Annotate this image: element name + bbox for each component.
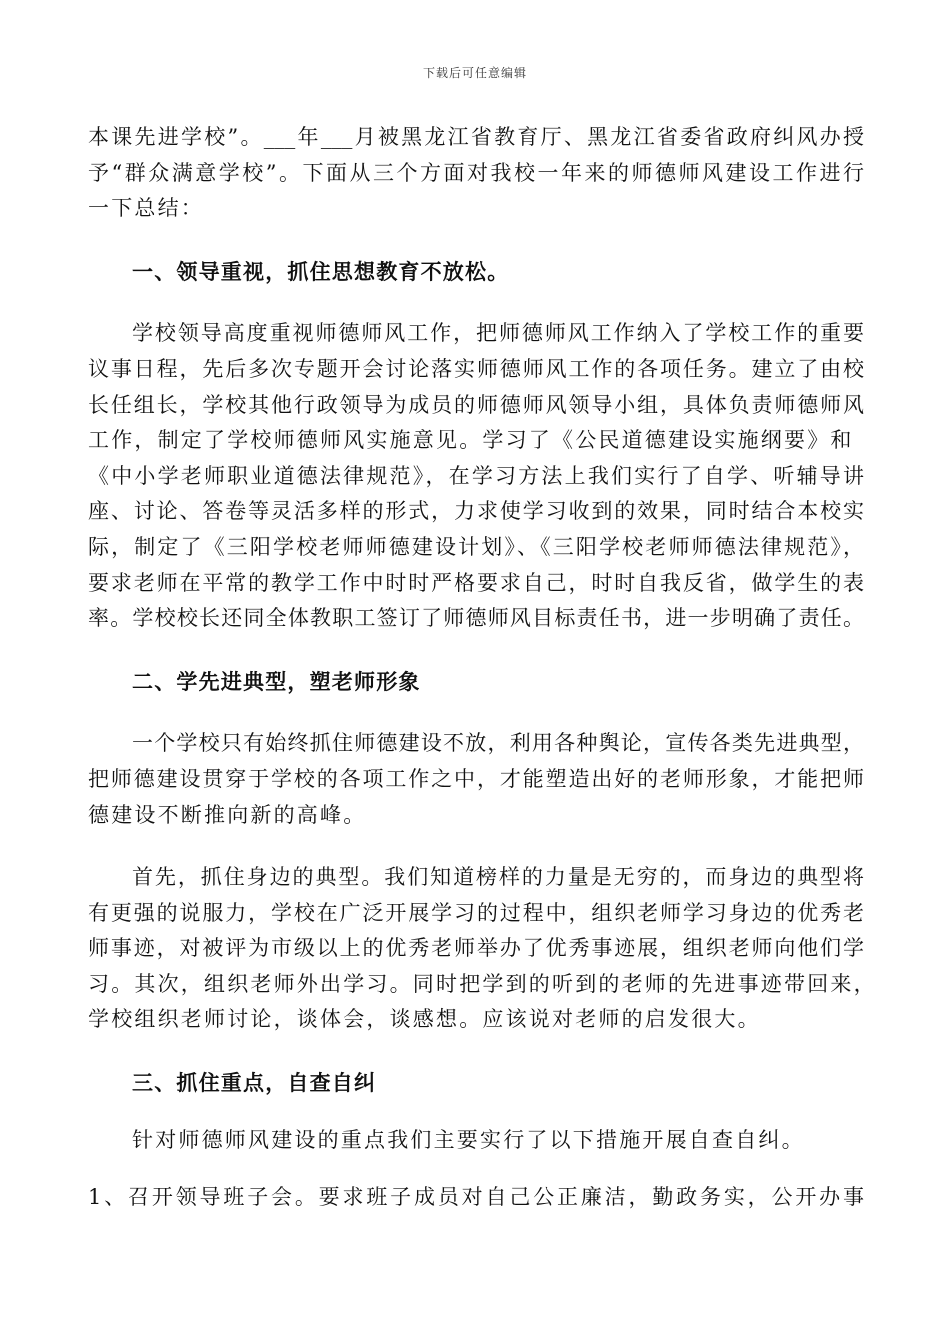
paragraph-line: 习。其次，组织老师外出学习。同时把学到的听到的老师的先进事迹带回来， [88,971,877,996]
paragraph-line: 把师德建设贯穿于学校的各项工作之中，才能塑造出好的老师形象，才能把师 [88,766,864,791]
section2-paragraph-2 [88,860,877,1038]
paragraph-line: 际，制定了《三阳学校老师师德建设计划》、《三阳学校老师师德法律规范》， [88,534,864,559]
paragraph-line: 座、讨论、答卷等灵活多样的形式，力求使学习收到的效果，同时结合本校实 [88,499,864,524]
paragraph-line: 长任组长，学校其他行政领导为成员的师德师风领导小组，具体负责师德师风 [88,392,864,417]
paragraph-line: 德建设不断推向新的高峰。 [88,802,367,827]
page-header-note: 下载后可任意编辑 [422,66,527,80]
paragraph-line: 议事日程，先后多次专题开会讨论落实师德师风工作的各项任务。建立了由校 [88,356,864,381]
paragraph-line: 首先，抓住身边的典型。我们知道榜样的力量是无穷的，而身边的典型将 [132,865,864,890]
paragraph-line: 《中小学老师职业道德法律规范》，在学习方法上我们实行了自学、听辅导讲 [88,463,864,488]
section-heading-2: 二、学先进典型，塑老师形象 [132,668,421,694]
paragraph-line: 要求老师在平常的教学工作中时时严格要求自己，时时自我反省，做学生的表 [88,570,864,595]
document-body [88,120,877,1216]
paragraph-line: 率。学校校长还同全体教职工签订了师德师风目标责任书，进一步明确了责任。 [88,606,864,631]
paragraph-line: 师事迹，对被评为市级以上的优秀老师举办了优秀事迹展，组织老师向他们学 [88,936,864,961]
paragraph-line: 一个学校只有始终抓住师德建设不放，利用各种舆论，宣传各类先进典型， [132,731,864,756]
paragraph-line: 学校领导高度重视师德师风工作，把师德师风工作纳入了学校工作的重要 [132,321,864,346]
intro-paragraph [88,120,864,227]
section-heading-3: 三、抓住重点，自查自纠 [132,1070,377,1096]
intro-line: 予“群众满意学校”。下面从三个方面对我校一年来的师德师风建设工作进行 [88,160,864,185]
intro-line: 一下总结： [88,196,204,221]
paragraph-line: 学校组织老师讨论，谈体会，谈感想。应该说对老师的启发很大。 [88,1007,761,1032]
section-heading-1: 一、领导重视，抓住思想教育不放松。 [132,258,510,284]
section1-paragraph [88,316,864,636]
paragraph-line: 有更强的说服力，学校在广泛开展学习的过程中，组织老师学习身边的优秀老 [88,900,864,925]
intro-line: 本课先进学校”。___年___月被黑龙江省教育厅、黑龙江省委省政府纠风办授 [88,125,864,149]
section2-paragraph-1 [88,726,864,833]
section3-paragraph: 针对师德师风建设的重点我们主要实行了以下措施开展自查自纠。 [132,1127,805,1152]
paragraph-line: 工作，制定了学校师德师风实施意见。学习了《公民道德建设实施纲要》和 [88,428,854,453]
section3-item-1: 1、召开领导班子会。要求班子成员对自己公正廉洁，勤政务实，公开办事 [88,1185,864,1210]
